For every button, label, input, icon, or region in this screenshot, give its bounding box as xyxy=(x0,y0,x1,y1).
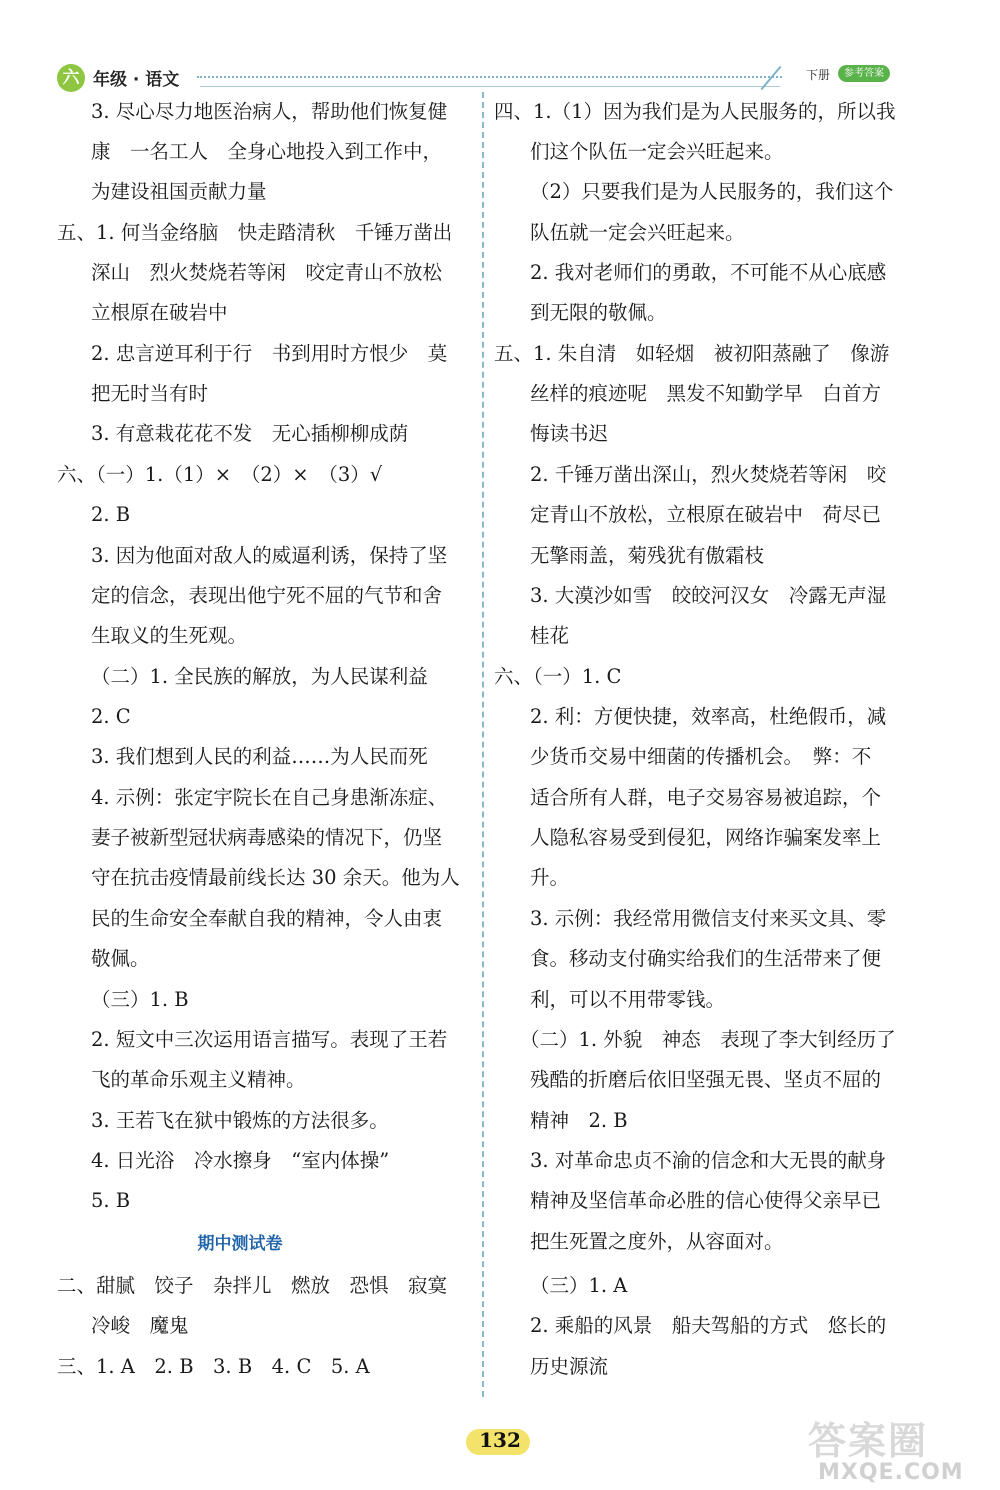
answer-line: 到无限的敬佩。 xyxy=(530,301,667,324)
answer-line: 民的生命安全奉献自我的精神，令人由衷 xyxy=(91,907,443,930)
answer-line: 5. B xyxy=(91,1189,131,1212)
answer-line: 少货币交易中细菌的传播机会。 弊：不 xyxy=(530,745,872,768)
answer-line: 深山 烈火焚烧若等闲 咬定青山不放松 xyxy=(91,261,443,284)
answer-line: 2. 忠言逆耳利于行 书到用时方恨少 莫 xyxy=(91,342,448,365)
answer-line: 精神及坚信革命必胜的信心使得父亲早已 xyxy=(530,1189,882,1212)
answer-line: 4. 日光浴 冷水擦身 “室内体操” xyxy=(91,1149,390,1172)
answer-line: 敬佩。 xyxy=(91,947,150,970)
answer-line: 定青山不放松，立根原在破岩中 荷尽已 xyxy=(530,503,882,526)
answer-line: 五、1. 朱自清 如轻烟 被初阳蒸融了 像游 xyxy=(494,342,890,365)
answer-line: 定的信念，表现出他宁死不屈的气节和舍 xyxy=(91,584,443,607)
answer-line: （三）1. A xyxy=(530,1274,628,1297)
answer-line: 2. 千锤万凿出深山，烈火焚烧若等闲 咬 xyxy=(530,463,887,486)
column-divider xyxy=(482,92,484,1397)
answer-line: 们这个队伍一定会兴旺起来。 xyxy=(530,140,784,163)
answer-line: 3. 我们想到人民的利益……为人民而死 xyxy=(91,745,428,768)
answer-line: 丝样的痕迹呢 黑发不知勤学早 白首方 xyxy=(530,382,882,405)
answer-line: 3. 王若飞在狱中锻炼的方法很多。 xyxy=(91,1109,389,1132)
answer-line: 飞的革命乐观主义精神。 xyxy=(91,1068,306,1091)
answer-line: 桂花 xyxy=(530,624,570,647)
answer-line: 四、1.（1）因为我们是为人民服务的，所以我 xyxy=(494,100,896,123)
answer-line: 利，可以不用带零钱。 xyxy=(530,988,726,1011)
answer-line: 食。移动支付确实给我们的生活带来了便 xyxy=(530,947,882,970)
answer-line: 无擎雨盖，菊残犹有傲霜枝 xyxy=(530,544,765,567)
answer-line: 2. 乘船的风景 船夫驾船的方式 悠长的 xyxy=(530,1314,887,1337)
answer-line: 妻子被新型冠状病毒感染的情况下，仍坚 xyxy=(91,826,443,849)
answer-line: （三）1. B xyxy=(91,988,189,1011)
answer-key-badge: 参考答案 xyxy=(838,65,890,82)
answer-line: 六、（一）1. C xyxy=(494,665,622,688)
answer-line: 3. 对革命忠贞不渝的信念和大无畏的献身 xyxy=(530,1149,887,1172)
answer-line: 三、1. A 2. B 3. B 4. C 5. A xyxy=(57,1355,370,1378)
answer-line: 康 一名工人 全身心地投入到工作中， xyxy=(91,140,443,163)
answer-line: 把无时当有时 xyxy=(91,382,209,405)
grade-badge: 六 xyxy=(57,64,85,92)
answer-line: 3. 大漠沙如雪 皎皎河汉女 冷露无声湿 xyxy=(530,584,887,607)
answer-line: 残酷的折磨后依旧坚强无畏、坚贞不屈的 xyxy=(530,1068,882,1091)
watermark-url: MXQE.COM xyxy=(818,1460,964,1485)
answer-line: 守在抗击疫情最前线长达 30 余天。他为人 xyxy=(91,866,460,889)
answer-line: 为建设祖国贡献力量 xyxy=(91,180,267,203)
answer-line: 2. 我对老师们的勇敢，不可能不从心底感 xyxy=(530,261,887,284)
watermark-logo: 答案圈 xyxy=(808,1419,929,1463)
answer-line: 2. C xyxy=(91,705,131,728)
answer-line: 3. 示例：我经常用微信支付来买文具、零 xyxy=(530,907,887,930)
answer-line: 2. 利：方便快捷，效率高，杜绝假币，减 xyxy=(530,705,887,728)
answer-line: 升。 xyxy=(530,866,570,889)
answer-line: （二）1. 全民族的解放，为人民谋利益 xyxy=(91,665,428,688)
answer-line: 立根原在破岩中 xyxy=(91,301,228,324)
answer-line: 3. 有意栽花花不发 无心插柳柳成荫 xyxy=(91,422,409,445)
answer-line: 冷峻 魔鬼 xyxy=(91,1314,189,1337)
answer-line: 4. 示例：张定宇院长在自己身患渐冻症、 xyxy=(91,786,448,809)
answer-line: （二）1. 外貌 神态 表现了李大钊经历了 xyxy=(520,1028,896,1051)
answer-line: 历史源流 xyxy=(530,1355,609,1378)
page-header xyxy=(0,0,1000,100)
page-number: 132 xyxy=(479,1428,521,1452)
answer-line: 精神 2. B xyxy=(530,1109,628,1132)
header-dotted-rule xyxy=(197,76,782,78)
volume-label: 下册 xyxy=(806,68,831,82)
answer-line: 生取义的生死观。 xyxy=(91,624,248,647)
section-title-midterm: 期中测试卷 xyxy=(197,1234,283,1254)
answer-line: 六、（一）1.（1）× （2）× （3）√ xyxy=(57,463,383,486)
answer-line: 2. B xyxy=(91,503,131,526)
answer-line: 队伍就一定会兴旺起来。 xyxy=(530,221,745,244)
answer-line: 把生死置之度外，从容面对。 xyxy=(530,1230,784,1253)
answer-line: 悔读书迟 xyxy=(530,422,609,445)
answer-line: （2）只要我们是为人民服务的，我们这个 xyxy=(530,180,894,203)
header-rule xyxy=(200,86,780,87)
answer-line: 二、甜腻 饺子 杂拌儿 燃放 恐惧 寂寞 xyxy=(57,1274,448,1297)
answer-line: 3. 尽心尽力地医治病人，帮助他们恢复健 xyxy=(91,100,448,123)
answer-line: 人隐私容易受到侵犯，网络诈骗案发率上 xyxy=(530,826,882,849)
answer-line: 适合所有人群，电子交易容易被追踪，个 xyxy=(530,786,882,809)
grade-subject-label: 年级 · 语文 xyxy=(93,70,180,90)
answer-line: 五、1. 何当金络脑 快走踏清秋 千锤万凿出 xyxy=(57,221,453,244)
answer-line: 2. 短文中三次运用语言描写。表现了王若 xyxy=(91,1028,448,1051)
answer-line: 3. 因为他面对敌人的威逼利诱，保持了坚 xyxy=(91,544,448,567)
